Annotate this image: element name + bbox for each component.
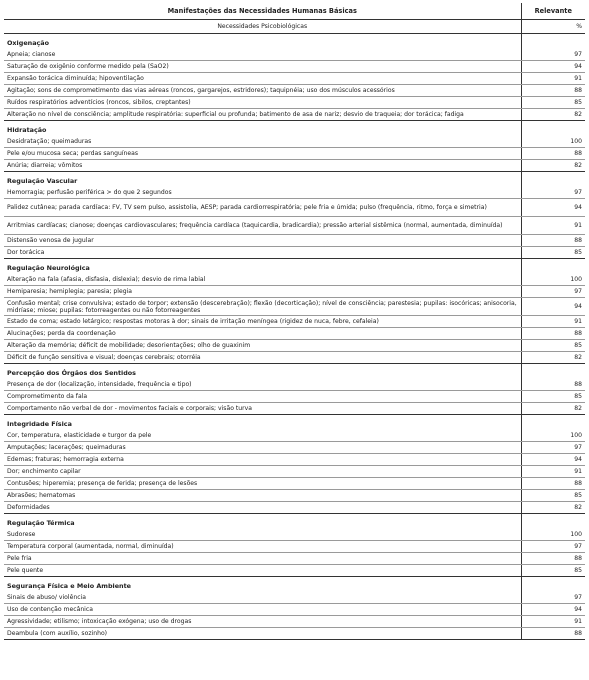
table-row xyxy=(4,247,585,259)
relevance-percent: 88 xyxy=(521,553,585,565)
relevance-percent: 97 xyxy=(521,442,585,454)
relevance-percent: 82 xyxy=(521,502,585,514)
manifestation-text: Sudorese xyxy=(4,527,521,541)
table-row xyxy=(4,466,585,478)
table-row xyxy=(4,352,585,364)
manifestation-text: Apneia; cianose xyxy=(4,47,521,61)
table-row xyxy=(4,73,585,85)
section-value-cell xyxy=(521,364,585,378)
section-value-cell xyxy=(521,121,585,135)
section-title: Regulação Vascular xyxy=(7,177,78,185)
table-row xyxy=(4,286,585,298)
table-row xyxy=(4,97,585,109)
manifestation-text: Dor; enchimento capilar xyxy=(4,466,521,478)
manifestation-text: Desidratação; queimaduras xyxy=(4,134,521,148)
table-row xyxy=(4,199,585,217)
relevance-percent: 91 xyxy=(521,316,585,328)
table-row xyxy=(4,590,585,604)
manifestation-text: Comportamento não verbal de dor - movimentos faciais e corporais; visão turva xyxy=(4,403,521,415)
relevance-percent: 91 xyxy=(521,73,585,85)
relevance-percent: 97 xyxy=(521,47,585,61)
manifestation-text: Uso de contenção mecânica xyxy=(4,604,521,616)
table-row xyxy=(4,442,585,454)
table-row xyxy=(4,47,585,61)
relevance-percent: 97 xyxy=(521,541,585,553)
manifestation-text: Agitação; sons de comprometimento das vias aéreas (roncos, gargarejos, estridores); taquipnéia; uso dos músculos acessórios xyxy=(4,85,521,97)
relevance-percent: 82 xyxy=(521,109,585,121)
manifestation-text: Déficit de função sensitiva e visual; doenças cerebrais; otorréia xyxy=(4,352,521,364)
relevance-percent: 88 xyxy=(521,328,585,340)
relevance-percent: 97 xyxy=(521,286,585,298)
relevance-percent: 85 xyxy=(521,565,585,577)
section-title: Integridade Física xyxy=(7,420,72,428)
section-value-cell xyxy=(521,259,585,273)
manifestation-text: Abrasões; hematomas xyxy=(4,490,521,502)
relevance-percent: 82 xyxy=(521,160,585,172)
section-title: Hidratação xyxy=(7,126,47,134)
table-row xyxy=(4,391,585,403)
manifestation-text: Alucinações; perda da coordenação xyxy=(4,328,521,340)
manifestation-text: Alteração da memória; déficit de mobilidade; desorientações; olho de guaxinim xyxy=(4,340,521,352)
manifestation-text: Pele fria xyxy=(4,553,521,565)
section-value-cell xyxy=(521,172,585,186)
relevance-percent: 82 xyxy=(521,403,585,415)
relevance-percent: 88 xyxy=(521,377,585,391)
table-row xyxy=(4,61,585,73)
section-title: Regulação Neurológica xyxy=(7,264,90,272)
manifestation-text: Ruídos respiratórios adventícios (roncos, sibilos, creptantes) xyxy=(4,97,521,109)
manifestation-text: Temperatura corporal (aumentada, normal, diminuída) xyxy=(4,541,521,553)
relevance-percent: 82 xyxy=(521,352,585,364)
table-row xyxy=(4,109,585,121)
table-row xyxy=(4,340,585,352)
manifestation-text: Cor, temperatura, elasticidade e turgor da pele xyxy=(4,428,521,442)
manifestation-text: Dor torácica xyxy=(4,247,521,259)
table-row xyxy=(4,85,585,97)
table-row xyxy=(4,628,585,640)
table-row xyxy=(4,235,585,247)
section-value-cell xyxy=(521,514,585,528)
manifestation-text: Alteração no nível de consciência; amplitude respiratória: superficial ou profunda; batimento de asa de nariz; desvio de traqueia; dor torácica; fadiga xyxy=(4,109,521,121)
table-row xyxy=(4,604,585,616)
section-title: Oxigenação xyxy=(7,39,50,47)
table-row xyxy=(4,148,585,160)
manifestation-text: Confusão mental; crise convulsiva; estado de torpor; extensão (descerebração); flexão (decorticação); nível de consciência; parestesia; pupilas: isocóricas; anisocoria, midríase; miose; pupilas: fotorreagentes ou não fotorreagentes xyxy=(4,298,521,316)
subheader-psychobiological: Necessidades Psicobiológicas xyxy=(4,20,521,34)
relevance-percent: 85 xyxy=(521,247,585,259)
section-title: Percepção dos Órgãos dos Sentidos xyxy=(7,369,136,377)
relevance-percent: 88 xyxy=(521,478,585,490)
manifestation-text: Amputações; lacerações; queimaduras xyxy=(4,442,521,454)
relevance-percent: 85 xyxy=(521,490,585,502)
table-row xyxy=(4,134,585,148)
relevance-percent: 100 xyxy=(521,272,585,286)
manifestation-text: Palidez cutânea; parada cardíaca: FV, TV sem pulso, assistolia, AESP; parada cardiorrespiratória; pele fria e úmida; pulso (frequência, ritmo, força e simetria) xyxy=(4,199,521,217)
relevance-percent: 94 xyxy=(521,604,585,616)
manifestation-text: Estado de coma; estado letárgico; respostas motoras à dor; sinais de irritação meníngea (rigidez de nuca, febre, cefaleia) xyxy=(4,316,521,328)
section-value-cell xyxy=(521,577,585,591)
table-row xyxy=(4,185,585,199)
section-title: Segurança Física e Meio Ambiente xyxy=(7,582,131,590)
table-row xyxy=(4,478,585,490)
table-row xyxy=(4,316,585,328)
section-row xyxy=(4,121,585,135)
manifestation-text: Saturação de oxigênio conforme medido pela (SaO2) xyxy=(4,61,521,73)
relevance-percent: 88 xyxy=(521,85,585,97)
manifestation-text: Hemorragia; perfusão periférica > do que 2 segundos xyxy=(4,185,521,199)
relevance-percent: 94 xyxy=(521,454,585,466)
manifestation-text: Sinais de abuso/ violência xyxy=(4,590,521,604)
relevance-percent: 100 xyxy=(521,428,585,442)
relevance-percent: 100 xyxy=(521,527,585,541)
relevance-percent: 94 xyxy=(521,298,585,316)
manifestation-text: Agressividade; etilismo; intoxicação exógena; uso de drogas xyxy=(4,616,521,628)
relevance-percent: 88 xyxy=(521,148,585,160)
manifestation-text: Comprometimento da fala xyxy=(4,391,521,403)
section-row xyxy=(4,514,585,528)
table-row xyxy=(4,527,585,541)
section-row xyxy=(4,34,585,48)
section-value-cell xyxy=(521,34,585,48)
section-row xyxy=(4,577,585,591)
header-manifestations: Manifestações das Necessidades Humanas Básicas xyxy=(4,3,521,20)
section-value-cell xyxy=(521,415,585,429)
manifestation-text: Distensão venosa de jugular xyxy=(4,235,521,247)
table-row xyxy=(4,217,585,235)
table-body xyxy=(4,34,585,640)
table-row xyxy=(4,403,585,415)
relevance-percent: 85 xyxy=(521,391,585,403)
table-row xyxy=(4,328,585,340)
manifestation-text: Anúria; diarreia; vômitos xyxy=(4,160,521,172)
relevance-percent: 97 xyxy=(521,185,585,199)
relevance-percent: 91 xyxy=(521,217,585,235)
relevance-percent: 91 xyxy=(521,616,585,628)
relevance-percent: 100 xyxy=(521,134,585,148)
manifestation-text: Deambula (com auxílio, sozinho) xyxy=(4,628,521,640)
subheader-percent: % xyxy=(521,20,585,34)
manifestation-text: Pele quente xyxy=(4,565,521,577)
section-title: Regulação Térmica xyxy=(7,519,75,527)
section-row xyxy=(4,415,585,429)
table-row xyxy=(4,298,585,316)
table-row xyxy=(4,160,585,172)
manifestation-text: Arritmias cardíacas; cianose; doenças cardiovasculares; frequência cardíaca (taquicardia, bradicardia); pressão arterial sistêmica (normal, aumentada, diminuída) xyxy=(4,217,521,235)
table-row xyxy=(4,541,585,553)
table-header-row xyxy=(4,3,585,20)
relevance-percent: 85 xyxy=(521,340,585,352)
section-row xyxy=(4,259,585,273)
section-row xyxy=(4,172,585,186)
table-row xyxy=(4,616,585,628)
manifestation-text: Alteração na fala (afasia, disfasia, dislexia); desvio de rima labial xyxy=(4,272,521,286)
table-row xyxy=(4,428,585,442)
relevance-percent: 97 xyxy=(521,590,585,604)
table-row xyxy=(4,565,585,577)
manifestation-text: Presença de dor (localização, intensidade, frequência e tipo) xyxy=(4,377,521,391)
table-row xyxy=(4,502,585,514)
manifestation-text: Hemiparesia; hemiplegia; paresia; plegia xyxy=(4,286,521,298)
nhb-relevance-table xyxy=(4,3,585,640)
relevance-percent: 88 xyxy=(521,235,585,247)
section-row xyxy=(4,364,585,378)
manifestation-text: Contusões; hiperemia; presença de ferida; presença de lesões xyxy=(4,478,521,490)
relevance-percent: 85 xyxy=(521,97,585,109)
table-row xyxy=(4,490,585,502)
header-relevante: Relevante xyxy=(521,3,585,20)
manifestation-text: Pele e/ou mucosa seca; perdas sanguíneas xyxy=(4,148,521,160)
manifestation-text: Deformidades xyxy=(4,502,521,514)
relevance-percent: 94 xyxy=(521,199,585,217)
relevance-percent: 88 xyxy=(521,628,585,640)
table-row xyxy=(4,454,585,466)
table-row xyxy=(4,377,585,391)
manifestation-text: Edemas; fraturas; hemorragia externa xyxy=(4,454,521,466)
table-subheader-row xyxy=(4,20,585,34)
relevance-percent: 94 xyxy=(521,61,585,73)
table-row xyxy=(4,272,585,286)
table-row xyxy=(4,553,585,565)
manifestation-text: Expansão torácica diminuída; hipoventilação xyxy=(4,73,521,85)
relevance-percent: 91 xyxy=(521,466,585,478)
